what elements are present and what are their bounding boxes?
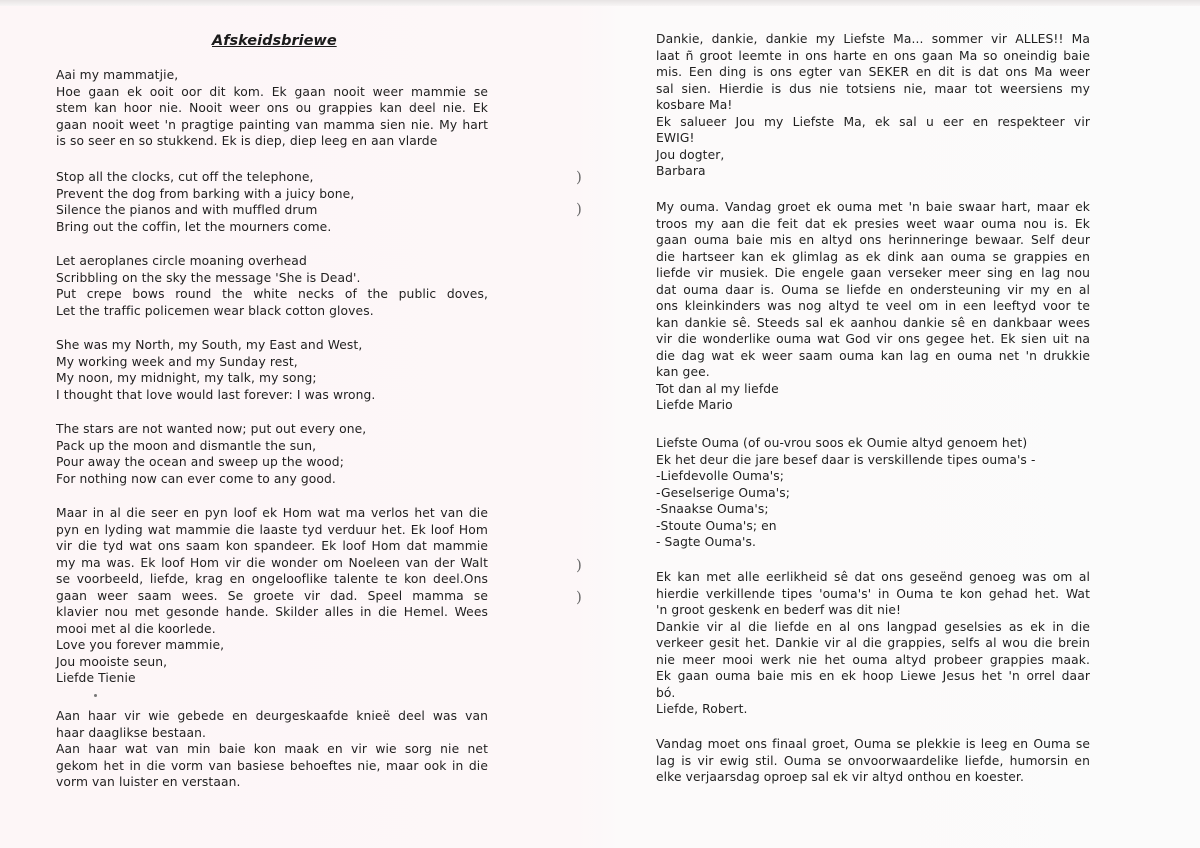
text-line: Liefde, Robert. [656, 702, 748, 716]
text-line: Aai my mammatjie, [56, 68, 179, 82]
text-line: klavier nou met gesonde hande. Skilder alles in die Hemel. Wees [56, 605, 488, 619]
text-line: troos my aan die feit dat ek presies weet waar ouma nou is. Ek [656, 216, 1090, 231]
right-column [656, 0, 1090, 848]
text-line: Barbara [656, 164, 706, 178]
text-line: Love you forever mammie, [56, 638, 225, 652]
text-line: Ek gaan ouma baie mis en ek hoop Liewe Jesus het 'n orrel daar [656, 669, 1090, 683]
text-line: Bring out the coffin, let the mourners come. [56, 219, 332, 234]
text-line: gaan weer saam wees. Se groete vir dad. Speel mamma se [56, 588, 488, 603]
poem-stanza [56, 421, 488, 487]
letter-paragraph [656, 569, 1090, 718]
text-line: I thought that love would last forever: I was wrong. [56, 387, 376, 402]
text-line: Jou dogter, [656, 147, 725, 162]
text-line: Ek het deur die jare besef daar is verskillende tipes ouma's - [656, 452, 1036, 467]
text-line: Prevent the dog from barking with a juicy bone, [56, 186, 355, 201]
letter-paragraph [656, 199, 1090, 414]
text-line: gaan ouma baie mis en altyd ons herinneringe bewaar. Self deur [656, 233, 1090, 247]
text-line: pyn en lyding wat mammie die laaste tyd verduur het. Ek loof Hom [56, 522, 488, 537]
binding-hole-mark: ) [576, 556, 582, 574]
text-line: Tot dan al my liefde [656, 381, 779, 396]
text-line: kosbare Ma! [656, 98, 733, 112]
binding-hole-mark: ) [576, 588, 582, 606]
letter-paragraph [656, 31, 1090, 180]
text-line: Silence the pianos and with muffled drum [56, 203, 318, 217]
text-line: Dankie vir al die liefde en al ons langpad geselsies as ek in die [656, 619, 1090, 634]
text-line: The stars are not wanted now; put out every one, [56, 422, 367, 436]
text-line: vorm van luister en verstaan. [56, 775, 241, 789]
text-line: my ma was. Ek loof Hom vir die wonder om Noeleen van der Walt [56, 555, 488, 570]
letter-paragraph [56, 67, 488, 150]
text-line: My working week and my Sunday rest, [56, 354, 298, 369]
text-line: Maar in al die seer en pyn loof ek Hom wat ma verlos het van die [56, 506, 488, 520]
text-line: My noon, my midnight, my talk, my song; [56, 371, 317, 385]
scan-speck [94, 694, 97, 697]
text-line: Aan haar wat van min baie kon maak en vir wie sorg nie net [56, 742, 488, 756]
text-line: laat ñ groot leemte in ons harte en ons gaan Ma so oneindig baie [656, 48, 1090, 63]
text-line: -Liefdevolle Ouma's; [656, 469, 784, 483]
left-column [56, 0, 488, 848]
text-line: Aan haar vir wie gebede en deurgeskaafde knieë deel was van [56, 709, 488, 723]
text-line: -Geselserige Ouma's; [656, 485, 791, 500]
text-line: Put crepe bows round the white necks of the public doves, [56, 287, 488, 301]
text-line: vir die wonderlike ouma wat God vir ons gegee het. Ek sien uit na [656, 332, 1090, 346]
text-line: gekom het in die vorm van basiese behoeftes nie, maar ook in die [56, 758, 488, 773]
letter-paragraph [56, 708, 488, 791]
text-line: hierdie verkillende tipes 'ouma's' in Ouma te kon gehad het. Wat [656, 586, 1090, 601]
text-line: mis. Een ding is ons egter van SEKER en dit is dat ons Ma weer [656, 65, 1090, 79]
text-line: se voorbeeld, liefde, krag en ongelooflike talente te kon deel.Ons [56, 572, 488, 586]
text-line: is so seer en so stukkend. Ek is diep, diep leeg en aan vlarde [56, 134, 438, 148]
letter-paragraph [656, 736, 1090, 786]
text-line: EWIG! [656, 131, 695, 145]
text-line: elke verjaarsdag oproep sal ek vir altyd onthou en koester. [656, 770, 1024, 784]
text-line: Dankie, dankie, dankie my Liefste Ma... sommer vir ALLES!! Ma [656, 32, 1090, 46]
text-line: Let the traffic policemen wear black cotton gloves. [56, 303, 374, 318]
text-line: Liefde Tienie [56, 671, 136, 685]
text-line: Stop all the clocks, cut off the telephone, [56, 170, 314, 184]
text-line: bó. [656, 685, 676, 700]
text-line: Scribbling on the sky the message 'She is Dead'. [56, 270, 361, 285]
text-line: Let aeroplanes circle moaning overhead [56, 254, 307, 268]
text-line: My ouma. Vandag groet ek ouma met 'n baie swaar hart, maar ek [656, 200, 1090, 214]
page-title: Afskeidsbriewe [212, 33, 337, 49]
text-line: She was my North, my South, my East and West, [56, 338, 363, 352]
text-line: vir die tyd wat ons saam kon spandeer. Ek loof Hom dat mammie [56, 539, 488, 553]
text-line: haar daaglikse bestaan. [56, 725, 207, 740]
text-line: kan dankie sê. Steeds sal ek aanhou dankie sê en dankbaar wees [656, 315, 1090, 330]
text-line: Liefste Ouma (of ou-vrou soos ek Oumie altyd genoem het) [656, 436, 1028, 450]
text-line: nie meer mooi werk nie het ouma altyd probeer grappies maak. [656, 652, 1090, 667]
text-line: - Sagte Ouma's. [656, 535, 756, 549]
binding-hole-mark: ) [576, 168, 582, 186]
text-line: Jou mooiste seun, [56, 654, 168, 669]
text-line: Pour away the ocean and sweep up the wood; [56, 455, 344, 469]
text-line: Ek salueer Jou my Liefste Ma, ek sal u eer en respekteer vir [656, 114, 1090, 129]
text-line: Ek kan met alle eerlikheid sê dat ons geseënd genoeg was om al [656, 570, 1090, 584]
text-line: -Snaakse Ouma's; [656, 502, 769, 516]
text-line: sal sien. Hierdie is dus nie totsiens nie, maar tot weersiens my [656, 81, 1090, 96]
poem-stanza [56, 169, 488, 235]
text-line: lag is vir ewig stil. Ouma se onvoorwaardelike liefde, humorsin en [656, 753, 1090, 768]
text-line: -Stoute Ouma's; en [656, 518, 777, 533]
text-line: verkeer gesit het. Dankie vir al die grappies, selfs al wou die brein [656, 636, 1090, 650]
text-line: Vandag moet ons finaal groet, Ouma se plekkie is leeg en Ouma se [656, 737, 1090, 751]
text-line: die dag wat ek weer saam ouma kan lag en ouma net 'n drukkie [656, 348, 1090, 363]
binding-hole-mark: ) [576, 200, 582, 218]
text-line: mooi met al die koorlede. [56, 621, 216, 636]
text-line: kan gee. [656, 365, 710, 379]
letter-paragraph [56, 505, 488, 687]
text-line: die hartseer kan ek glimlag as ek dink aan ouma se grappies en [656, 249, 1090, 264]
poem-stanza [56, 337, 488, 403]
text-line: Hoe gaan ek ooit oor dit kom. Ek gaan nooit weer mammie se [56, 84, 488, 99]
text-line: Liefde Mario [656, 398, 733, 412]
text-line: For nothing now can ever come to any good. [56, 471, 336, 486]
text-line: 'n groot geskenk en bederf was dit nie! [656, 603, 902, 617]
text-line: Pack up the moon and dismantle the sun, [56, 438, 317, 453]
text-line: ons kleinkinders was nog altyd te veel om in een leeftyd voor te [656, 299, 1090, 313]
text-line: stem kan hoor nie. Nooit weer ons ou grappies kan deel nie. Ek [56, 101, 488, 115]
text-line: liefde vir musiek. Die engele gaan verseker meer sing en lag nou [656, 266, 1090, 280]
poem-stanza [56, 253, 488, 319]
text-line: gaan nooit weet 'n pragtige painting van mamma sien nie. My hart [56, 117, 488, 132]
letter-paragraph [656, 435, 1090, 551]
text-line: dat ouma daar is. Ouma se liefde en ondersteuning vir my en al [656, 282, 1090, 297]
